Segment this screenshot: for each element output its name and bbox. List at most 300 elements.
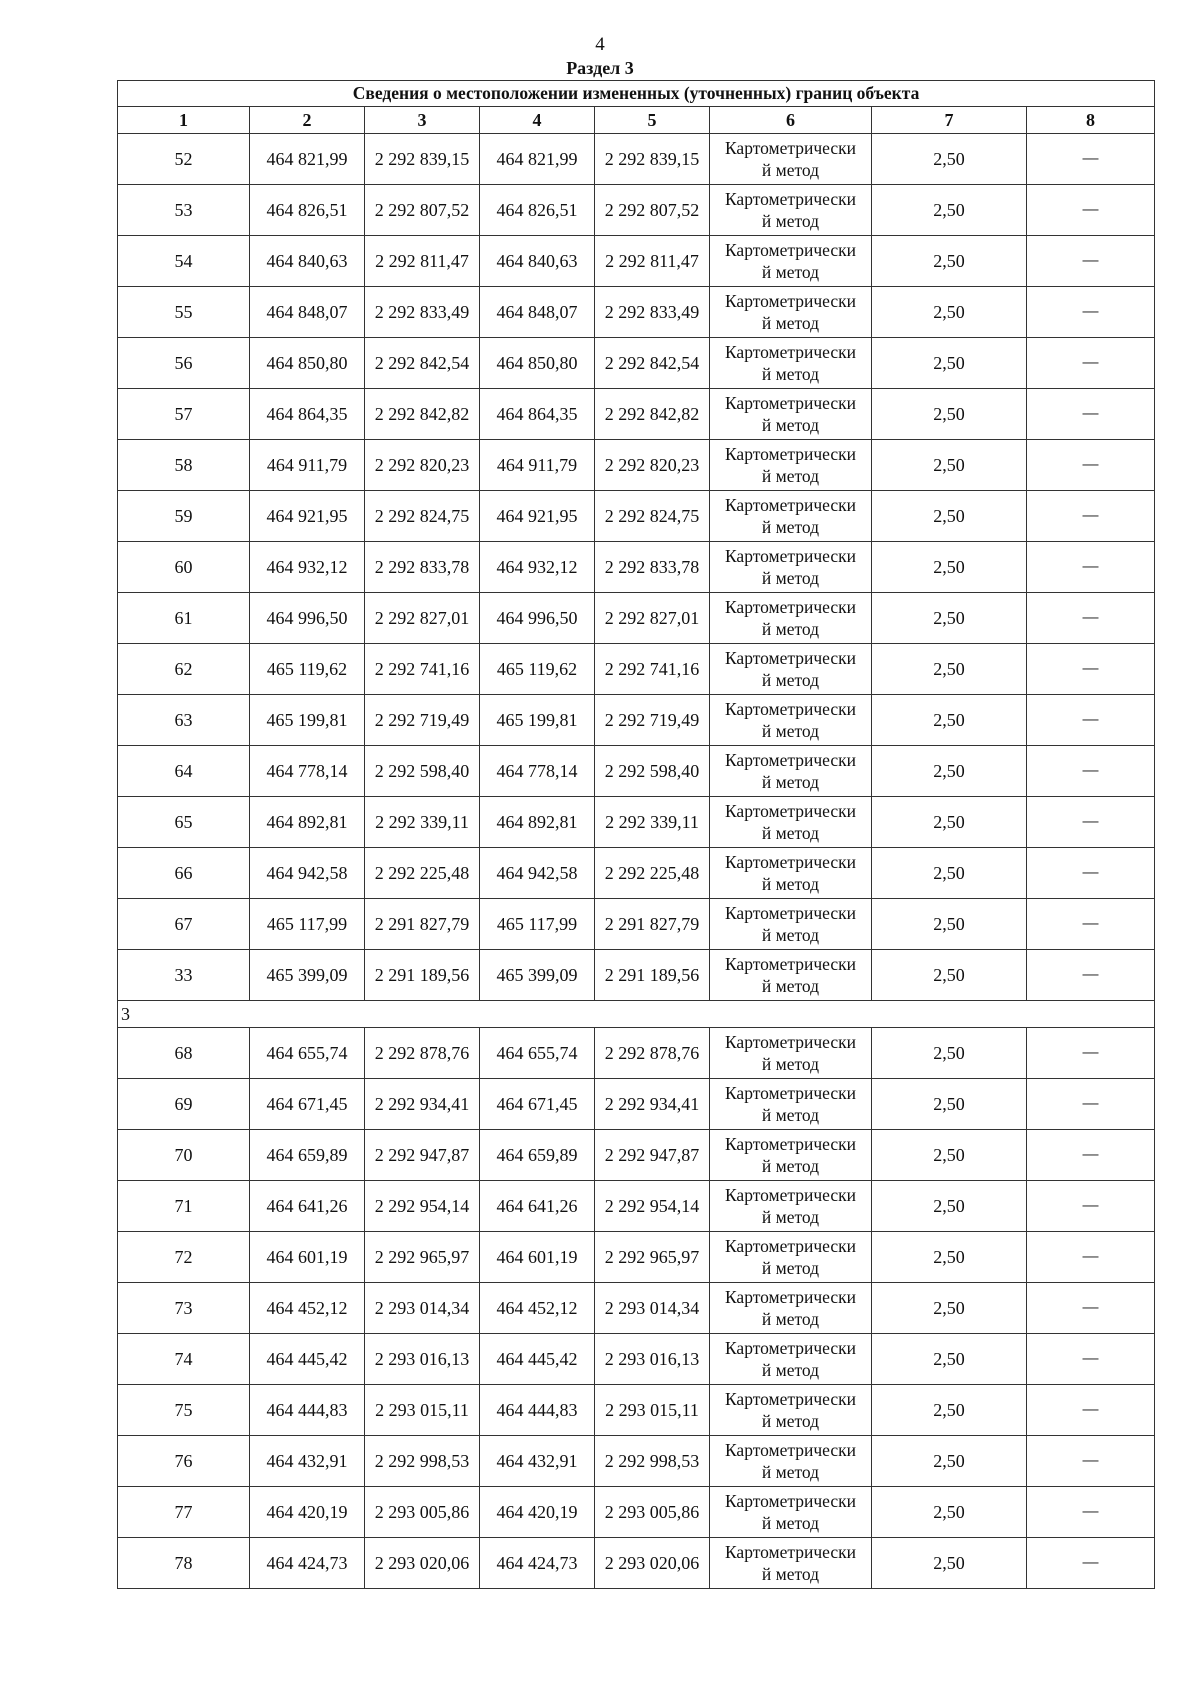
method-cell [710, 134, 872, 185]
x-refined-cell: 464 848,07 [480, 287, 595, 338]
x-existing-cell: 465 117,99 [250, 899, 365, 950]
method-line2: й метод [761, 1564, 820, 1584]
method-line1: Картометрически [724, 189, 857, 209]
x-refined-cell: 464 850,80 [480, 338, 595, 389]
x-existing-cell: 464 420,19 [250, 1487, 365, 1538]
description-cell: — [1027, 695, 1155, 746]
y-existing-cell: 2 292 598,40 [365, 746, 480, 797]
y-refined-cell: 2 292 965,97 [595, 1232, 710, 1283]
y-refined-cell: 2 292 954,14 [595, 1181, 710, 1232]
column-number: 6 [710, 107, 872, 134]
method-line2: й метод [761, 517, 820, 537]
table-row [118, 1028, 1155, 1079]
table-row [118, 1283, 1155, 1334]
method-line2: й метод [761, 772, 820, 792]
method-cell [710, 1436, 872, 1487]
y-refined-cell: 2 292 811,47 [595, 236, 710, 287]
method-cell [710, 746, 872, 797]
method-line1: Картометрически [724, 342, 857, 362]
method-line1: Картометрически [724, 801, 857, 821]
column-number: 5 [595, 107, 710, 134]
y-existing-cell: 2 292 833,78 [365, 542, 480, 593]
column-number: 2 [250, 107, 365, 134]
x-existing-cell: 464 452,12 [250, 1283, 365, 1334]
point-number-cell: 77 [118, 1487, 250, 1538]
x-existing-cell: 464 911,79 [250, 440, 365, 491]
x-existing-cell: 464 942,58 [250, 848, 365, 899]
method-cell [710, 236, 872, 287]
method-cell [710, 950, 872, 1001]
method-line2: й метод [761, 1513, 820, 1533]
x-refined-cell: 464 911,79 [480, 440, 595, 491]
column-number: 3 [365, 107, 480, 134]
x-existing-cell: 464 671,45 [250, 1079, 365, 1130]
method-line1: Картометрически [724, 1491, 857, 1511]
method-line1: Картометрически [724, 903, 857, 923]
method-line2: й метод [761, 619, 820, 639]
point-number-cell: 60 [118, 542, 250, 593]
y-existing-cell: 2 292 339,11 [365, 797, 480, 848]
x-refined-cell: 464 932,12 [480, 542, 595, 593]
accuracy-cell: 2,50 [872, 1538, 1027, 1589]
accuracy-cell: 2,50 [872, 1334, 1027, 1385]
x-refined-cell: 464 778,14 [480, 746, 595, 797]
description-cell: — [1027, 644, 1155, 695]
x-refined-cell: 464 840,63 [480, 236, 595, 287]
method-cell [710, 1028, 872, 1079]
x-refined-cell: 464 659,89 [480, 1130, 595, 1181]
x-existing-cell: 464 996,50 [250, 593, 365, 644]
method-line1: Картометрически [724, 1542, 857, 1562]
method-cell [710, 440, 872, 491]
method-cell [710, 1334, 872, 1385]
description-cell: — [1027, 1487, 1155, 1538]
x-refined-cell: 464 445,42 [480, 1334, 595, 1385]
accuracy-cell: 2,50 [872, 1232, 1027, 1283]
method-cell [710, 644, 872, 695]
contour-label: 3 [118, 1001, 1155, 1028]
y-existing-cell: 2 292 947,87 [365, 1130, 480, 1181]
y-refined-cell: 2 292 842,82 [595, 389, 710, 440]
x-existing-cell: 464 850,80 [250, 338, 365, 389]
x-existing-cell: 464 826,51 [250, 185, 365, 236]
description-cell: — [1027, 134, 1155, 185]
y-refined-cell: 2 292 947,87 [595, 1130, 710, 1181]
method-cell [710, 1181, 872, 1232]
point-number-cell: 65 [118, 797, 250, 848]
y-refined-cell: 2 292 833,78 [595, 542, 710, 593]
x-existing-cell: 464 921,95 [250, 491, 365, 542]
x-refined-cell: 465 119,62 [480, 644, 595, 695]
x-refined-cell: 464 432,91 [480, 1436, 595, 1487]
method-line1: Картометрически [724, 495, 857, 515]
point-number-cell: 71 [118, 1181, 250, 1232]
method-line2: й метод [761, 568, 820, 588]
y-refined-cell: 2 292 934,41 [595, 1079, 710, 1130]
x-refined-cell: 464 601,19 [480, 1232, 595, 1283]
method-line2: й метод [761, 313, 820, 333]
description-cell: — [1027, 848, 1155, 899]
table-row [118, 1487, 1155, 1538]
description-cell: — [1027, 389, 1155, 440]
point-number-cell: 57 [118, 389, 250, 440]
point-number-cell: 68 [118, 1028, 250, 1079]
description-cell: — [1027, 1028, 1155, 1079]
y-refined-cell: 2 293 005,86 [595, 1487, 710, 1538]
y-refined-cell: 2 292 839,15 [595, 134, 710, 185]
method-line1: Картометрически [724, 1389, 857, 1409]
table-body [118, 81, 1155, 1589]
method-line1: Картометрически [724, 1185, 857, 1205]
accuracy-cell: 2,50 [872, 1385, 1027, 1436]
method-cell [710, 899, 872, 950]
y-existing-cell: 2 292 839,15 [365, 134, 480, 185]
x-existing-cell: 464 778,14 [250, 746, 365, 797]
accuracy-cell: 2,50 [872, 593, 1027, 644]
method-cell [710, 185, 872, 236]
method-line1: Картометрически [724, 648, 857, 668]
y-refined-cell: 2 293 015,11 [595, 1385, 710, 1436]
y-refined-cell: 2 292 998,53 [595, 1436, 710, 1487]
table-row [118, 185, 1155, 236]
point-number-cell: 62 [118, 644, 250, 695]
accuracy-cell: 2,50 [872, 1028, 1027, 1079]
y-existing-cell: 2 292 833,49 [365, 287, 480, 338]
method-line2: й метод [761, 1258, 820, 1278]
y-refined-cell: 2 292 820,23 [595, 440, 710, 491]
y-refined-cell: 2 292 339,11 [595, 797, 710, 848]
y-refined-cell: 2 293 014,34 [595, 1283, 710, 1334]
y-existing-cell: 2 292 998,53 [365, 1436, 480, 1487]
method-line1: Картометрически [724, 444, 857, 464]
method-cell [710, 593, 872, 644]
method-line2: й метод [761, 976, 820, 996]
coordinates-table [117, 80, 1155, 1589]
accuracy-cell: 2,50 [872, 1181, 1027, 1232]
y-existing-cell: 2 292 878,76 [365, 1028, 480, 1079]
page-number: 4 [595, 34, 605, 55]
table-row [118, 695, 1155, 746]
x-refined-cell: 465 117,99 [480, 899, 595, 950]
y-existing-cell: 2 292 811,47 [365, 236, 480, 287]
y-existing-cell: 2 292 807,52 [365, 185, 480, 236]
method-cell [710, 338, 872, 389]
method-line1: Картометрически [724, 1083, 857, 1103]
table-row [118, 287, 1155, 338]
method-line2: й метод [761, 1309, 820, 1329]
method-line2: й метод [761, 1054, 820, 1074]
description-cell: — [1027, 797, 1155, 848]
point-number-cell: 66 [118, 848, 250, 899]
y-refined-cell: 2 292 741,16 [595, 644, 710, 695]
accuracy-cell: 2,50 [872, 1283, 1027, 1334]
method-line1: Картометрически [724, 546, 857, 566]
accuracy-cell: 2,50 [872, 644, 1027, 695]
y-existing-cell: 2 292 842,54 [365, 338, 480, 389]
method-cell [710, 1538, 872, 1589]
accuracy-cell: 2,50 [872, 848, 1027, 899]
description-cell: — [1027, 185, 1155, 236]
y-refined-cell: 2 292 719,49 [595, 695, 710, 746]
accuracy-cell: 2,50 [872, 1436, 1027, 1487]
x-existing-cell: 464 864,35 [250, 389, 365, 440]
point-number-cell: 54 [118, 236, 250, 287]
point-number-cell: 70 [118, 1130, 250, 1181]
point-number-cell: 64 [118, 746, 250, 797]
method-cell [710, 695, 872, 746]
description-cell: — [1027, 1385, 1155, 1436]
description-cell: — [1027, 593, 1155, 644]
y-existing-cell: 2 292 965,97 [365, 1232, 480, 1283]
table-row [118, 1385, 1155, 1436]
method-line2: й метод [761, 1156, 820, 1176]
x-existing-cell: 464 444,83 [250, 1385, 365, 1436]
x-refined-cell: 464 655,74 [480, 1028, 595, 1079]
accuracy-cell: 2,50 [872, 542, 1027, 593]
y-existing-cell: 2 293 014,34 [365, 1283, 480, 1334]
x-existing-cell: 464 659,89 [250, 1130, 365, 1181]
method-line1: Картометрически [724, 1134, 857, 1154]
method-line2: й метод [761, 874, 820, 894]
method-line2: й метод [761, 670, 820, 690]
y-existing-cell: 2 292 719,49 [365, 695, 480, 746]
table-row [118, 1538, 1155, 1589]
x-refined-cell: 464 864,35 [480, 389, 595, 440]
method-line2: й метод [761, 1207, 820, 1227]
method-cell [710, 1385, 872, 1436]
y-refined-cell: 2 292 878,76 [595, 1028, 710, 1079]
x-existing-cell: 464 821,99 [250, 134, 365, 185]
y-existing-cell: 2 292 954,14 [365, 1181, 480, 1232]
y-refined-cell: 2 292 824,75 [595, 491, 710, 542]
description-cell: — [1027, 746, 1155, 797]
method-line2: й метод [761, 466, 820, 486]
y-refined-cell: 2 291 827,79 [595, 899, 710, 950]
table-row [118, 338, 1155, 389]
x-refined-cell: 464 420,19 [480, 1487, 595, 1538]
accuracy-cell: 2,50 [872, 134, 1027, 185]
x-existing-cell: 464 445,42 [250, 1334, 365, 1385]
table-row [118, 491, 1155, 542]
point-number-cell: 33 [118, 950, 250, 1001]
accuracy-cell: 2,50 [872, 746, 1027, 797]
method-cell [710, 1283, 872, 1334]
contour-group-row [118, 1001, 1155, 1028]
accuracy-cell: 2,50 [872, 287, 1027, 338]
accuracy-cell: 2,50 [872, 389, 1027, 440]
description-cell: — [1027, 236, 1155, 287]
table-row [118, 1334, 1155, 1385]
x-existing-cell: 464 932,12 [250, 542, 365, 593]
method-line1: Картометрически [724, 750, 857, 770]
x-refined-cell: 464 921,95 [480, 491, 595, 542]
point-number-cell: 72 [118, 1232, 250, 1283]
method-cell [710, 1232, 872, 1283]
table-title: Сведения о местоположении измененных (уточненных) границ объекта [118, 81, 1155, 107]
accuracy-cell: 2,50 [872, 899, 1027, 950]
column-number-row [118, 107, 1155, 134]
y-existing-cell: 2 292 824,75 [365, 491, 480, 542]
method-line2: й метод [761, 1105, 820, 1125]
y-refined-cell: 2 293 020,06 [595, 1538, 710, 1589]
method-line2: й метод [761, 415, 820, 435]
table-row [118, 1079, 1155, 1130]
description-cell: — [1027, 950, 1155, 1001]
x-refined-cell: 464 444,83 [480, 1385, 595, 1436]
y-existing-cell: 2 292 827,01 [365, 593, 480, 644]
table-row [118, 899, 1155, 950]
method-cell [710, 1130, 872, 1181]
method-line2: й метод [761, 721, 820, 741]
y-existing-cell: 2 293 005,86 [365, 1487, 480, 1538]
table-row [118, 1130, 1155, 1181]
description-cell: — [1027, 1079, 1155, 1130]
point-number-cell: 78 [118, 1538, 250, 1589]
point-number-cell: 61 [118, 593, 250, 644]
point-number-cell: 52 [118, 134, 250, 185]
method-cell [710, 848, 872, 899]
y-refined-cell: 2 292 225,48 [595, 848, 710, 899]
column-number: 4 [480, 107, 595, 134]
x-refined-cell: 464 452,12 [480, 1283, 595, 1334]
y-existing-cell: 2 291 827,79 [365, 899, 480, 950]
description-cell: — [1027, 1130, 1155, 1181]
accuracy-cell: 2,50 [872, 440, 1027, 491]
point-number-cell: 76 [118, 1436, 250, 1487]
accuracy-cell: 2,50 [872, 950, 1027, 1001]
description-cell: — [1027, 899, 1155, 950]
x-refined-cell: 465 199,81 [480, 695, 595, 746]
table-row [118, 1436, 1155, 1487]
x-existing-cell: 464 601,19 [250, 1232, 365, 1283]
table-row [118, 389, 1155, 440]
table-row [118, 1181, 1155, 1232]
description-cell: — [1027, 1283, 1155, 1334]
point-number-cell: 58 [118, 440, 250, 491]
description-cell: — [1027, 287, 1155, 338]
y-existing-cell: 2 292 934,41 [365, 1079, 480, 1130]
description-cell: — [1027, 1538, 1155, 1589]
x-refined-cell: 464 996,50 [480, 593, 595, 644]
y-existing-cell: 2 293 016,13 [365, 1334, 480, 1385]
table-row [118, 1232, 1155, 1283]
table-row [118, 848, 1155, 899]
x-refined-cell: 464 826,51 [480, 185, 595, 236]
method-cell [710, 542, 872, 593]
section-title: Раздел 3 [566, 58, 634, 78]
table-row [118, 644, 1155, 695]
x-existing-cell: 465 199,81 [250, 695, 365, 746]
table-row [118, 950, 1155, 1001]
method-cell [710, 389, 872, 440]
y-refined-cell: 2 291 189,56 [595, 950, 710, 1001]
method-line1: Картометрически [724, 240, 857, 260]
description-cell: — [1027, 338, 1155, 389]
method-line2: й метод [761, 211, 820, 231]
description-cell: — [1027, 491, 1155, 542]
method-line2: й метод [761, 823, 820, 843]
accuracy-cell: 2,50 [872, 695, 1027, 746]
x-existing-cell: 464 641,26 [250, 1181, 365, 1232]
x-refined-cell: 464 671,45 [480, 1079, 595, 1130]
y-existing-cell: 2 292 820,23 [365, 440, 480, 491]
method-line1: Картометрически [724, 1236, 857, 1256]
method-line1: Картометрически [724, 1338, 857, 1358]
description-cell: — [1027, 1232, 1155, 1283]
table-row [118, 593, 1155, 644]
method-cell [710, 1079, 872, 1130]
method-line2: й метод [761, 262, 820, 282]
x-existing-cell: 464 424,73 [250, 1538, 365, 1589]
y-existing-cell: 2 292 225,48 [365, 848, 480, 899]
accuracy-cell: 2,50 [872, 1130, 1027, 1181]
description-cell: — [1027, 1181, 1155, 1232]
column-number: 7 [872, 107, 1027, 134]
x-refined-cell: 464 821,99 [480, 134, 595, 185]
description-cell: — [1027, 440, 1155, 491]
x-existing-cell: 465 399,09 [250, 950, 365, 1001]
method-line2: й метод [761, 1411, 820, 1431]
accuracy-cell: 2,50 [872, 236, 1027, 287]
method-line1: Картометрически [724, 1440, 857, 1460]
x-existing-cell: 464 432,91 [250, 1436, 365, 1487]
method-line1: Картометрически [724, 1287, 857, 1307]
y-refined-cell: 2 292 807,52 [595, 185, 710, 236]
accuracy-cell: 2,50 [872, 185, 1027, 236]
x-existing-cell: 464 892,81 [250, 797, 365, 848]
description-cell: — [1027, 1436, 1155, 1487]
accuracy-cell: 2,50 [872, 1487, 1027, 1538]
point-number-cell: 73 [118, 1283, 250, 1334]
accuracy-cell: 2,50 [872, 1079, 1027, 1130]
method-line1: Картометрически [724, 954, 857, 974]
column-number: 8 [1027, 107, 1155, 134]
method-cell [710, 1487, 872, 1538]
table-row [118, 746, 1155, 797]
point-number-cell: 67 [118, 899, 250, 950]
method-line2: й метод [761, 160, 820, 180]
column-number: 1 [118, 107, 250, 134]
y-refined-cell: 2 292 827,01 [595, 593, 710, 644]
y-existing-cell: 2 293 020,06 [365, 1538, 480, 1589]
x-refined-cell: 464 892,81 [480, 797, 595, 848]
description-cell: — [1027, 542, 1155, 593]
point-number-cell: 56 [118, 338, 250, 389]
method-line1: Картометрически [724, 699, 857, 719]
point-number-cell: 75 [118, 1385, 250, 1436]
table-title-row [118, 81, 1155, 107]
method-cell [710, 491, 872, 542]
method-line1: Картометрически [724, 1032, 857, 1052]
point-number-cell: 63 [118, 695, 250, 746]
accuracy-cell: 2,50 [872, 338, 1027, 389]
table-row [118, 134, 1155, 185]
y-refined-cell: 2 292 842,54 [595, 338, 710, 389]
method-line1: Картометрически [724, 393, 857, 413]
method-line1: Картометрически [724, 597, 857, 617]
method-line1: Картометрически [724, 852, 857, 872]
table-row [118, 542, 1155, 593]
method-line1: Картометрически [724, 138, 857, 158]
point-number-cell: 59 [118, 491, 250, 542]
accuracy-cell: 2,50 [872, 491, 1027, 542]
method-cell [710, 797, 872, 848]
x-existing-cell: 464 848,07 [250, 287, 365, 338]
point-number-cell: 53 [118, 185, 250, 236]
method-line2: й метод [761, 1360, 820, 1380]
y-refined-cell: 2 292 598,40 [595, 746, 710, 797]
x-refined-cell: 464 641,26 [480, 1181, 595, 1232]
